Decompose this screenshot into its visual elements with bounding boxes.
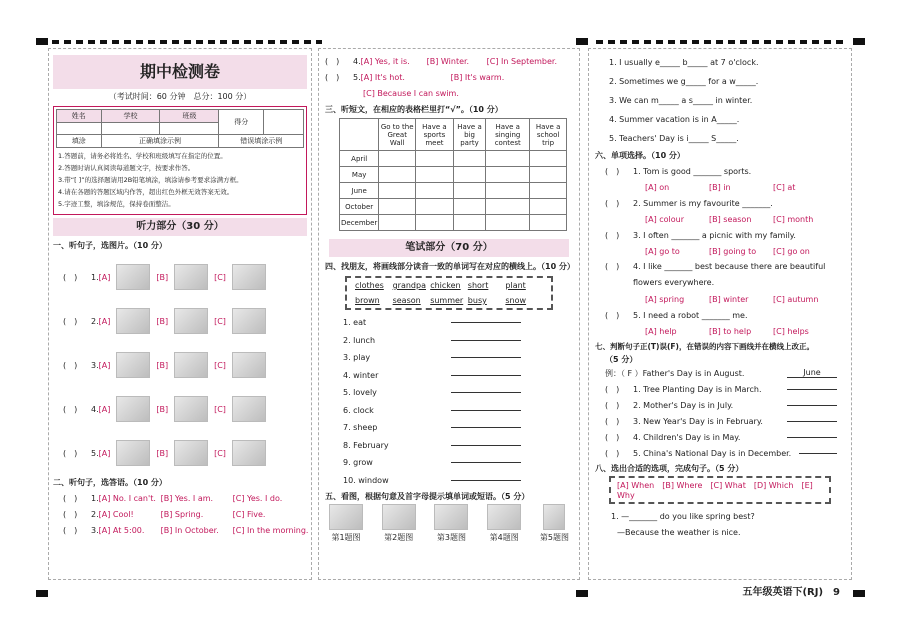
picture-icon — [232, 352, 266, 378]
tf-item[interactable]: ( ) 4. Children's Day is in May. — [605, 429, 837, 445]
footer — [742, 583, 840, 598]
q8-item[interactable]: 1. —_______ do you like spring best? — [611, 511, 755, 521]
q4-list — [325, 314, 573, 489]
corner-mark — [576, 38, 588, 45]
note: 4.请在各题的答题区域内作答，超出红色外框无效答案无效。 — [58, 188, 234, 196]
q2-item[interactable]: ( ) 1. [A] No. I can't. [B] Yes. I am. [C] Yes. I do. — [63, 493, 283, 503]
q7-points: （5 分） — [605, 355, 638, 364]
fill-item[interactable]: 5. Teachers' Day is i_____ S_____. — [609, 134, 739, 143]
mc-options[interactable]: [A] go to [B] going to [C] go on — [645, 246, 810, 256]
mc-options[interactable]: [A] spring [B] winter [C] autumn — [645, 294, 819, 304]
mc-question: ( ) 4. I like _______ best because there are beautiful flowers everywhere. — [605, 262, 826, 287]
month-cell: December — [340, 215, 379, 231]
listening-header: 听力部分（30 分） — [53, 218, 307, 236]
picture-icon — [434, 504, 468, 530]
q6-title: 六、单项选择。（10 分） — [595, 151, 685, 160]
corner-mark — [576, 590, 588, 597]
mc-options[interactable]: [A] on [B] in [C] at — [645, 182, 796, 192]
corner-mark — [853, 38, 865, 45]
table-header: Go to the Great Wall — [379, 119, 416, 151]
mc-question: ( ) 2. Summer is my favourite _______. — [605, 198, 773, 208]
notes — [56, 148, 304, 212]
q1-item[interactable]: ( ) 2. [A] [B] [C] — [63, 299, 311, 343]
table-header: Have a school trip — [530, 119, 567, 151]
picture-icon — [174, 352, 208, 378]
mc-question: ( ) 3. I often _______ a picnic with my family. — [605, 230, 796, 240]
q2-item[interactable]: ( ) 2. [A] Cool! [B] Spring. [C] Five. — [63, 509, 266, 519]
wrong-example-label: 错误填涂示例 — [219, 135, 304, 148]
note: 5.字迹工整，填涂规范，保持卷面整洁。 — [58, 200, 175, 208]
picture-icon — [116, 440, 150, 466]
mc-options[interactable]: [A] help [B] to help [C] helps — [645, 326, 809, 336]
fill-label: 填涂 — [57, 135, 102, 148]
picture-icon — [232, 396, 266, 422]
q4-item[interactable]: 6. clock — [343, 402, 573, 420]
q8-title: 八、选出合适的选项，完成句子。（5 分） — [595, 464, 744, 473]
q1-item[interactable]: ( ) 1. [A] [B] [C] — [63, 255, 311, 299]
page-title: 期中检测卷 — [53, 55, 307, 89]
note: 2.答题时请认真阅读每道题文字，按要求作答。 — [58, 164, 195, 172]
picture-icon — [382, 504, 416, 530]
q5-title: 五、看图，根据句意及首字母提示填单词或短语。（5 分） — [325, 492, 530, 501]
example-row: 例：（ F ）Father's Day is in August. June — [595, 365, 845, 381]
calendar-icon — [543, 504, 565, 530]
school-field[interactable] — [101, 123, 160, 135]
name-field[interactable] — [57, 123, 102, 135]
fill-item[interactable]: 1. I usually e_____ b_____ at 7 o'clock. — [609, 58, 759, 67]
class-field[interactable] — [160, 123, 219, 135]
q2-title: 二、听句子，选答语。（10 分） — [53, 478, 167, 487]
column-3 — [588, 48, 852, 580]
tf-item[interactable]: ( ) 1. Tree Planting Day is in March. — [605, 381, 837, 397]
class-label: 班级 — [160, 110, 219, 123]
q4-item[interactable]: 1. eat — [343, 314, 573, 332]
info-box — [53, 106, 307, 215]
picture-icon — [116, 264, 150, 290]
month-cell: May — [340, 167, 379, 183]
q2-item[interactable]: ( ) 3. [A] At 5:00. [B] In October. [C] In the morning. — [63, 525, 309, 535]
school-label: 学校 — [101, 110, 160, 123]
q4-item[interactable]: 3. play — [343, 349, 573, 367]
tf-item[interactable]: ( ) 5. China's National Day is in December. — [605, 445, 837, 461]
picture-icon — [116, 308, 150, 334]
q8-options: [A] When [B] Where [C] What [D] Which [E] Why — [609, 476, 831, 504]
mc-question: ( ) 5. I need a robot _______ me. — [605, 310, 748, 320]
q1-item[interactable]: ( ) 4. [A] [B] [C] — [63, 387, 311, 431]
fill-item[interactable]: 3. We can m_____ a s_____ in winter. — [609, 96, 753, 105]
q4-item[interactable]: 5. lovely — [343, 384, 573, 402]
q2-list — [49, 490, 311, 538]
q4-item[interactable]: 10. window — [343, 472, 573, 490]
picture-icon — [174, 396, 208, 422]
corner-mark — [36, 38, 48, 45]
top-dash-left — [52, 40, 322, 44]
picture-icon — [174, 264, 208, 290]
mc-options[interactable]: [A] colour [B] season [C] month — [645, 214, 814, 224]
q1-title: 一、听句子，选图片。（10 分） — [53, 241, 167, 250]
note: 1.答题前，请务必将姓名、学校和班级填写在指定的位置。 — [58, 152, 227, 160]
q2-item[interactable]: ( ) 5. [A] It's hot. [B] It's warm. — [325, 72, 505, 82]
tf-item[interactable]: ( ) 2. Mother's Day is in July. — [605, 397, 837, 413]
q1-list — [49, 255, 311, 475]
mc-question: ( ) 1. Tom is good _______ sports. — [605, 166, 752, 176]
top-dash-right — [596, 40, 846, 44]
q4-item[interactable]: 8. February — [343, 437, 573, 455]
picture-icon — [329, 504, 363, 530]
fill-item[interactable]: 2. Sometimes we g_____ for a w_____. — [609, 77, 759, 86]
info-table — [56, 109, 304, 148]
score-label: 得分 — [219, 110, 264, 135]
tf-list — [595, 381, 845, 461]
table-header: Have a sports meet — [416, 119, 454, 151]
q6-list — [595, 163, 845, 339]
month-cell: June — [340, 183, 379, 199]
column-2 — [318, 48, 580, 580]
q3-title: 三、听短文，在相应的表格栏里打“√”。（10 分） — [325, 105, 503, 114]
q3-table — [339, 118, 567, 231]
table-header: Have a big party — [453, 119, 485, 151]
table-header: Have a singing contest — [486, 119, 530, 151]
q7-title: 七、判断句子正(T)误(F)，在错误的内容下画线并在横线上改正。 — [595, 342, 814, 351]
column-1 — [48, 48, 312, 580]
picture-icon — [116, 396, 150, 422]
month-cell: April — [340, 151, 379, 167]
picture-icon — [232, 264, 266, 290]
month-cell: October — [340, 199, 379, 215]
q4-item[interactable]: 7. sheep — [343, 419, 573, 437]
q1-item[interactable]: ( ) 5. [A] [B] [C] — [63, 431, 311, 475]
written-header: 笔试部分（70 分） — [329, 239, 569, 257]
q5-pictures: 第1题图 第2题图 第3题图 第4题图 第5题图 — [325, 504, 573, 543]
picture-icon — [232, 440, 266, 466]
tf-item[interactable]: ( ) 3. New Year's Day is in February. — [605, 413, 837, 429]
q4-title: 四、找朋友，将画线部分读音一致的单词写在对应的横线上。（10 分） — [325, 262, 575, 271]
q4-item[interactable]: 2. lunch — [343, 332, 573, 350]
name-label: 姓名 — [57, 110, 102, 123]
note: 3.带“[ ]”的选择题请用2B铅笔填涂，填涂请参考要求涂满方框。 — [58, 176, 243, 184]
correct-example-label: 正确填涂示例 — [101, 135, 219, 148]
q2-item[interactable]: ( ) 4. [A] Yes, it is. [B] Winter. [C] In September. — [325, 56, 558, 66]
word-box: clothes grandpa chicken short plant brown season summer busy snow — [345, 276, 553, 310]
exam-subtitle: （考试时间：60 分钟 总分：100 分） — [108, 92, 252, 101]
q8-answer: —Because the weather is nice. — [617, 527, 741, 537]
picture-icon — [487, 504, 521, 530]
q4-item[interactable]: 4. winter — [343, 367, 573, 385]
q2-item-c[interactable]: [C] Because I can swim. — [363, 88, 459, 98]
picture-icon — [116, 352, 150, 378]
q5-fill-list — [595, 53, 845, 148]
fill-item[interactable]: 4. Summer vacation is in A_____. — [609, 115, 740, 124]
picture-icon — [174, 308, 208, 334]
picture-icon — [174, 440, 208, 466]
q4-item[interactable]: 9. grow — [343, 454, 573, 472]
q1-item[interactable]: ( ) 3. [A] [B] [C] — [63, 343, 311, 387]
corner-mark — [36, 590, 48, 597]
page-number: 9 — [833, 587, 840, 598]
footer-label: 五年级英语下(RJ) — [742, 587, 824, 598]
picture-icon — [232, 308, 266, 334]
corner-mark — [853, 590, 865, 597]
